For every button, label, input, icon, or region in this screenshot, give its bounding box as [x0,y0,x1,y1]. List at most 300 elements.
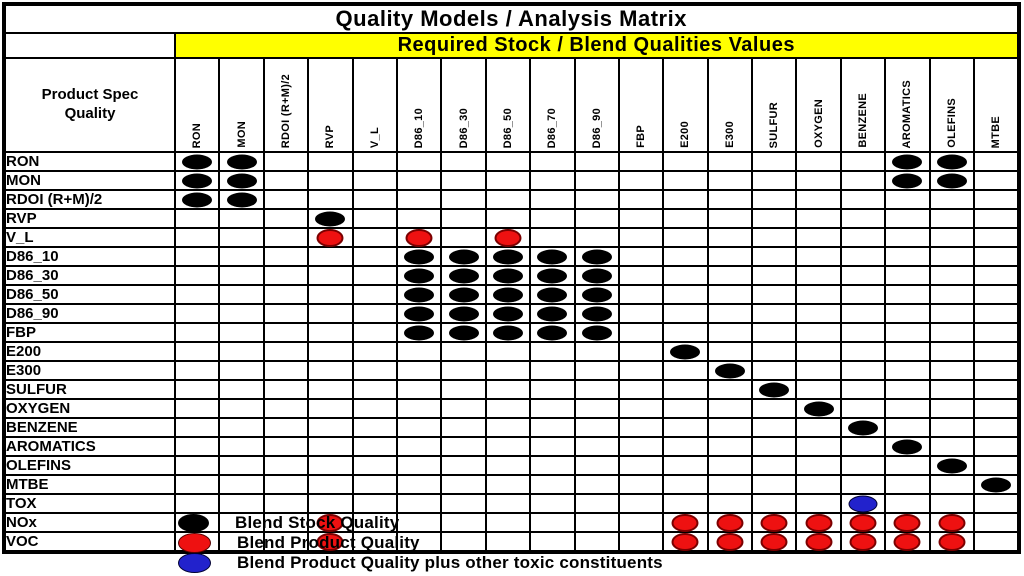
matrix-cell [885,418,929,437]
matrix-cell [974,399,1018,418]
matrix-cell [885,304,929,323]
matrix-cell [885,247,929,266]
matrix-cell [530,437,574,456]
matrix-cell [175,228,219,247]
black-dot-icon [582,306,612,321]
matrix-cell [663,304,707,323]
red-dot-icon [805,533,832,551]
matrix-cell [175,456,219,475]
matrix-row-ron [4,152,1019,171]
matrix-cell [708,285,752,304]
matrix-row-mtbe [4,475,1019,494]
red-dot-icon [672,533,699,551]
matrix-cell [530,228,574,247]
matrix-cell [530,247,574,266]
matrix-cell [974,361,1018,380]
matrix-cell [974,152,1018,171]
matrix-cell [441,190,485,209]
legend [178,513,663,572]
matrix-cell [974,285,1018,304]
matrix-cell [397,418,441,437]
matrix-cell [796,209,840,228]
matrix-row-aromatics [4,437,1019,456]
legend-item-blend-product-toxic [178,553,663,572]
matrix-cell [663,228,707,247]
matrix-cell [796,247,840,266]
matrix-cell [885,228,929,247]
matrix-cell [264,152,308,171]
column-header-e300 [708,58,752,152]
matrix-cell [353,228,397,247]
matrix-cell [974,209,1018,228]
matrix-cell [752,418,796,437]
matrix-cell [264,247,308,266]
matrix-cell [530,418,574,437]
matrix-cell [441,323,485,342]
matrix-cell [930,513,974,532]
matrix-cell [619,228,663,247]
red-dot-icon [317,229,344,247]
matrix-cell [308,475,352,494]
matrix-cell [619,304,663,323]
column-header-label: MON [235,121,248,148]
matrix-cell [708,323,752,342]
matrix-cell [441,380,485,399]
column-header-label: RVP [324,124,337,148]
matrix-cell [397,171,441,190]
matrix-cell [397,247,441,266]
matrix-cell [530,266,574,285]
red-dot-icon [761,514,788,532]
matrix-cell [397,437,441,456]
matrix-cell [441,437,485,456]
row-label: AROMATICS [4,437,175,456]
matrix-cell [930,304,974,323]
matrix-cell [530,285,574,304]
matrix-cell [752,228,796,247]
matrix-row-v-l [4,228,1019,247]
matrix-cell [441,494,485,513]
column-header-rdoi-r-m-2 [264,58,308,152]
red-dot-icon [716,514,743,532]
black-dot-icon [182,192,212,207]
matrix-cell [353,437,397,456]
matrix-cell [441,152,485,171]
matrix-cell [841,475,885,494]
matrix-cell [397,399,441,418]
matrix-cell [175,171,219,190]
matrix-cell [219,190,263,209]
column-header-v-l [353,58,397,152]
matrix-cell [308,342,352,361]
matrix-cell [308,152,352,171]
matrix-cell [264,171,308,190]
matrix-cell [486,247,530,266]
matrix-cell [974,475,1018,494]
matrix-cell [619,418,663,437]
matrix-cell [752,209,796,228]
matrix-cell [219,475,263,494]
matrix-cell [264,323,308,342]
matrix-cell [796,342,840,361]
matrix-cell [397,494,441,513]
matrix-cell [708,171,752,190]
matrix-cell [308,418,352,437]
matrix-cell [663,323,707,342]
matrix-cell [796,171,840,190]
red-dot-icon [850,533,877,551]
matrix-cell [575,190,619,209]
row-label: FBP [4,323,175,342]
matrix-cell [752,532,796,552]
matrix-cell [796,380,840,399]
black-dot-icon [537,287,567,302]
black-dot-icon [182,154,212,169]
matrix-cell [796,228,840,247]
matrix-cell [619,285,663,304]
row-label: E200 [4,342,175,361]
matrix-cell [264,342,308,361]
matrix-cell [930,247,974,266]
matrix-cell [264,456,308,475]
matrix-cell [441,247,485,266]
matrix-cell [752,342,796,361]
matrix-cell [619,190,663,209]
matrix-cell [219,399,263,418]
matrix-cell [752,475,796,494]
matrix-cell [441,209,485,228]
matrix-cell [974,380,1018,399]
matrix-cell [175,304,219,323]
matrix-cell [175,494,219,513]
matrix-cell [663,513,707,532]
column-header-d86-90 [575,58,619,152]
matrix-cell [308,380,352,399]
page-title: Quality Models / Analysis Matrix [4,4,1019,33]
matrix-cell [308,171,352,190]
matrix-cell [308,228,352,247]
black-dot-icon [537,325,567,340]
black-dot-icon [981,477,1011,492]
column-header-fbp [619,58,663,152]
matrix-cell [796,304,840,323]
matrix-cell [663,418,707,437]
matrix-cell [619,380,663,399]
matrix-cell [752,152,796,171]
matrix-cell [175,437,219,456]
column-header-d86-50 [486,58,530,152]
banner-blank-cell [4,33,175,58]
matrix-cell [841,456,885,475]
matrix-cell [930,399,974,418]
matrix-cell [353,209,397,228]
matrix-cell [530,475,574,494]
matrix-cell [264,304,308,323]
matrix-cell [841,285,885,304]
matrix-cell [264,475,308,494]
matrix-cell [219,266,263,285]
matrix-cell [486,475,530,494]
matrix-cell [885,266,929,285]
matrix-cell [708,342,752,361]
matrix-cell [575,437,619,456]
title-row [4,4,1019,33]
matrix-cell [575,456,619,475]
matrix-cell [308,304,352,323]
matrix-cell [175,380,219,399]
matrix-cell [663,209,707,228]
column-header-d86-10 [397,58,441,152]
matrix-cell [752,494,796,513]
black-dot-icon [937,173,967,188]
quality-matrix-table [2,2,1021,554]
matrix-cell [219,171,263,190]
matrix-cell [219,285,263,304]
matrix-cell [619,494,663,513]
matrix-cell [885,532,929,552]
matrix-cell [575,494,619,513]
matrix-cell [397,228,441,247]
black-dot-icon [537,306,567,321]
matrix-cell [530,171,574,190]
matrix-cell [441,228,485,247]
matrix-cell [930,361,974,380]
matrix-cell [663,380,707,399]
matrix-cell [974,532,1018,552]
row-label: D86_50 [4,285,175,304]
matrix-cell [619,171,663,190]
matrix-cell [219,418,263,437]
matrix-cell [841,532,885,552]
matrix-cell [708,152,752,171]
matrix-row-e300 [4,361,1019,380]
matrix-cell [663,532,707,552]
matrix-cell [619,247,663,266]
banner-row [4,33,1019,58]
matrix-cell [219,342,263,361]
column-header-label: FBP [635,125,648,148]
matrix-cell [796,190,840,209]
column-header-oxygen [796,58,840,152]
legend-label: Blend Stock Quality [235,512,400,532]
matrix-cell [619,399,663,418]
matrix-cell [752,361,796,380]
matrix-row-benzene [4,418,1019,437]
matrix-cell [264,190,308,209]
matrix-cell [930,228,974,247]
matrix-cell [575,475,619,494]
matrix-cell [885,399,929,418]
matrix-cell [575,285,619,304]
matrix-cell [397,190,441,209]
black-dot-icon [449,325,479,340]
matrix-cell [708,228,752,247]
matrix-cell [175,399,219,418]
black-dot-icon [227,173,257,188]
matrix-cell [264,361,308,380]
matrix-cell [974,266,1018,285]
legend-label: Blend Product Quality plus other toxic constituents [237,552,663,572]
matrix-cell [885,323,929,342]
matrix-cell [219,209,263,228]
column-header-mon [219,58,263,152]
row-label: RDOI (R+M)/2 [4,190,175,209]
matrix-cell [930,532,974,552]
matrix-cell [308,247,352,266]
matrix-cell [708,304,752,323]
column-header-label: D86_30 [457,107,470,148]
column-header-d86-30 [441,58,485,152]
matrix-cell [353,399,397,418]
matrix-cell [974,342,1018,361]
matrix-cell [974,190,1018,209]
matrix-cell [175,247,219,266]
matrix-cell [308,437,352,456]
matrix-cell [397,266,441,285]
column-header-label: E300 [723,121,736,148]
black-dot-icon [670,344,700,359]
matrix-cell [353,171,397,190]
matrix-cell [353,475,397,494]
row-label: RVP [4,209,175,228]
matrix-cell [353,323,397,342]
matrix-cell [308,190,352,209]
matrix-row-d86-10 [4,247,1019,266]
matrix-cell [353,418,397,437]
matrix-cell [796,494,840,513]
matrix-table-wrap [2,2,1021,554]
matrix-cell [752,456,796,475]
matrix-cell [441,171,485,190]
black-dot-icon [449,306,479,321]
matrix-cell [796,152,840,171]
row-label: TOX [4,494,175,513]
matrix-cell [175,209,219,228]
row-label: V_L [4,228,175,247]
matrix-cell [486,228,530,247]
matrix-cell [663,361,707,380]
matrix-cell [219,228,263,247]
matrix-cell [930,342,974,361]
row-label: BENZENE [4,418,175,437]
matrix-row-tox [4,494,1019,513]
matrix-cell [441,266,485,285]
matrix-row-rvp [4,209,1019,228]
matrix-cell [486,456,530,475]
matrix-cell [397,456,441,475]
matrix-cell [219,152,263,171]
matrix-cell [397,304,441,323]
matrix-cell [619,342,663,361]
blue-dot-icon [849,495,878,512]
matrix-cell [841,437,885,456]
matrix-cell [575,266,619,285]
black-dot-icon [227,192,257,207]
matrix-cell [264,494,308,513]
black-dot-icon [493,268,523,283]
column-header-label: BENZENE [857,93,870,148]
matrix-row-sulfur [4,380,1019,399]
matrix-cell [841,380,885,399]
matrix-cell [974,418,1018,437]
matrix-row-e200 [4,342,1019,361]
matrix-cell [530,304,574,323]
black-dot-icon [449,268,479,283]
column-header-e200 [663,58,707,152]
matrix-cell [930,323,974,342]
matrix-cell [619,437,663,456]
matrix-cell [841,494,885,513]
red-dot-icon [894,533,921,551]
row-label: NOx [4,513,175,532]
matrix-cell [708,437,752,456]
matrix-cell [619,323,663,342]
matrix-cell [708,361,752,380]
matrix-cell [486,152,530,171]
matrix-cell [575,418,619,437]
matrix-cell [441,304,485,323]
matrix-cell [530,190,574,209]
matrix-cell [486,361,530,380]
matrix-cell [175,266,219,285]
matrix-cell [930,437,974,456]
matrix-cell [264,266,308,285]
matrix-cell [885,475,929,494]
column-header-d86-70 [530,58,574,152]
matrix-cell [885,494,929,513]
matrix-cell [175,361,219,380]
matrix-cell [930,494,974,513]
matrix-cell [353,190,397,209]
matrix-cell [353,342,397,361]
matrix-cell [663,247,707,266]
matrix-cell [219,456,263,475]
matrix-cell [486,494,530,513]
column-header-sulfur [752,58,796,152]
matrix-cell [841,342,885,361]
matrix-cell [486,266,530,285]
red-dot-icon [938,533,965,551]
matrix-cell [308,456,352,475]
matrix-cell [219,380,263,399]
legend-item-blend-product [178,533,663,552]
matrix-cell [441,342,485,361]
matrix-cell [308,494,352,513]
corner-label: Product Spec Quality [41,86,139,122]
matrix-row-d86-90 [4,304,1019,323]
matrix-cell [796,437,840,456]
matrix-cell [486,418,530,437]
matrix-cell [752,437,796,456]
matrix-cell [353,494,397,513]
matrix-cell [264,285,308,304]
matrix-row-d86-30 [4,266,1019,285]
matrix-cell [619,152,663,171]
row-label: D86_90 [4,304,175,323]
matrix-cell [752,190,796,209]
matrix-cell [441,456,485,475]
matrix-cell [353,304,397,323]
matrix-cell [752,380,796,399]
column-header-ron [175,58,219,152]
matrix-cell [530,361,574,380]
matrix-cell [530,399,574,418]
matrix-cell [708,266,752,285]
column-header-label: SULFUR [768,101,781,148]
column-header-label: D86_10 [413,107,426,148]
matrix-cell [486,304,530,323]
matrix-cell [841,228,885,247]
